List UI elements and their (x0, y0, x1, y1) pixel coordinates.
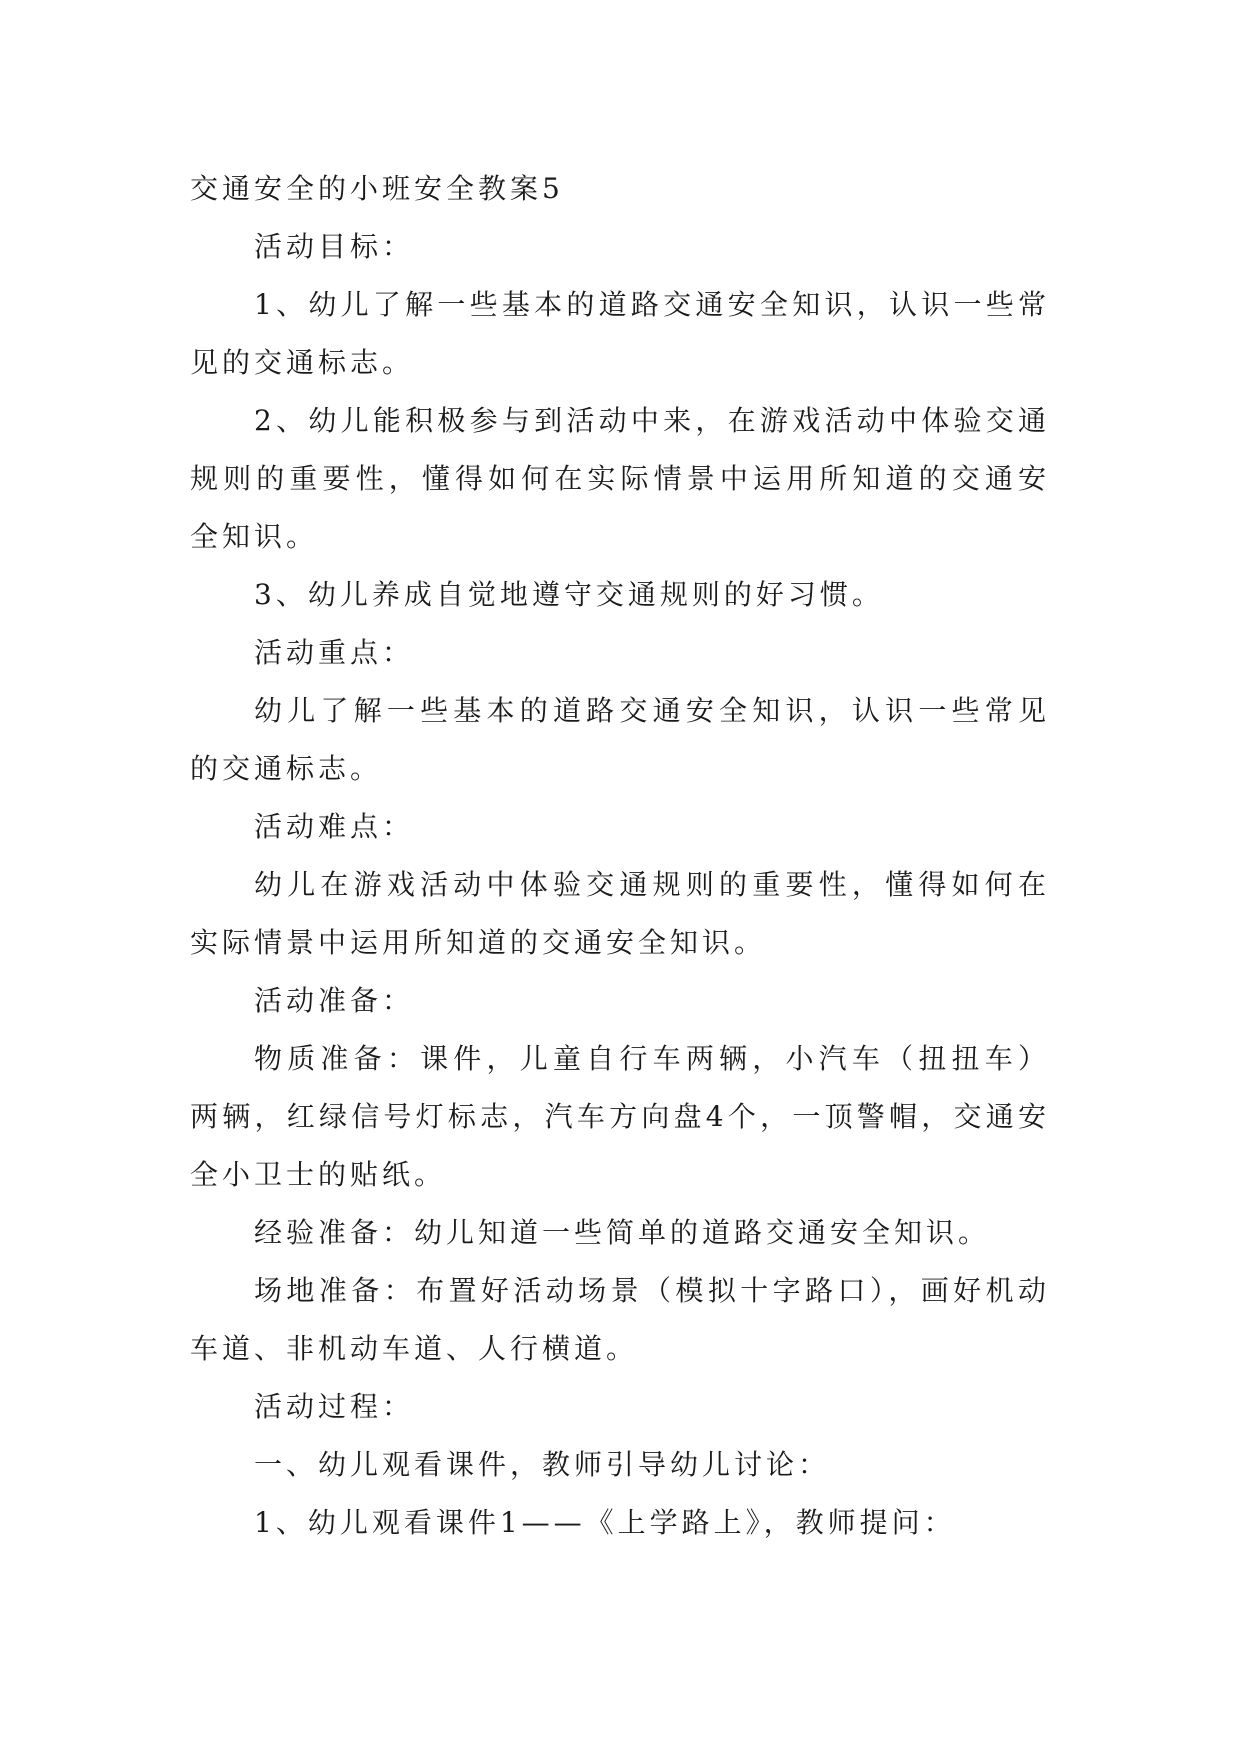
section-heading-difficulties: 活动难点： (254, 810, 415, 843)
goal-2: 2、幼儿能积极参与到活动中来，在游戏活动中体验交通规则的重要性，懂得如何在实际情景中运用所知道的交通安全知识。 (190, 404, 1050, 553)
key-points-text: 幼儿了解一些基本的道路交通安全知识，认识一些常见的交通标志。 (190, 694, 1050, 785)
venue-preparation: 场地准备：布置好活动场景（模拟十字路口），画好机动车道、非机动车道、人行横道。 (190, 1274, 1050, 1365)
section-heading-key-points: 活动重点： (254, 636, 415, 669)
process-step-1-1: 1、幼儿观看课件1——《上学路上》，教师提问： (254, 1506, 956, 1539)
goal-1: 1、幼儿了解一些基本的道路交通安全知识，认识一些常见的交通标志。 (190, 288, 1050, 379)
section-heading-preparation: 活动准备： (254, 984, 415, 1017)
section-heading-process: 活动过程： (254, 1390, 415, 1423)
document-page (190, 160, 1050, 1552)
document-title: 交通安全的小班安全教案5 (190, 172, 564, 205)
section-heading-goals: 活动目标： (254, 230, 415, 263)
difficulties-text: 幼儿在游戏活动中体验交通规则的重要性，懂得如何在实际情景中运用所知道的交通安全知识。 (190, 868, 1050, 959)
material-preparation: 物质准备：课件，儿童自行车两辆，小汽车（扭扭车）两辆，红绿信号灯标志，汽车方向盘4个，一顶警帽，交通安全小卫士的贴纸。 (190, 1042, 1050, 1191)
goal-3: 3、幼儿养成自觉地遵守交通规则的好习惯。 (254, 578, 884, 611)
experience-preparation: 经验准备：幼儿知道一些简单的道路交通安全知识。 (254, 1216, 991, 1249)
process-step-1: 一、幼儿观看课件，教师引导幼儿讨论： (254, 1448, 831, 1481)
